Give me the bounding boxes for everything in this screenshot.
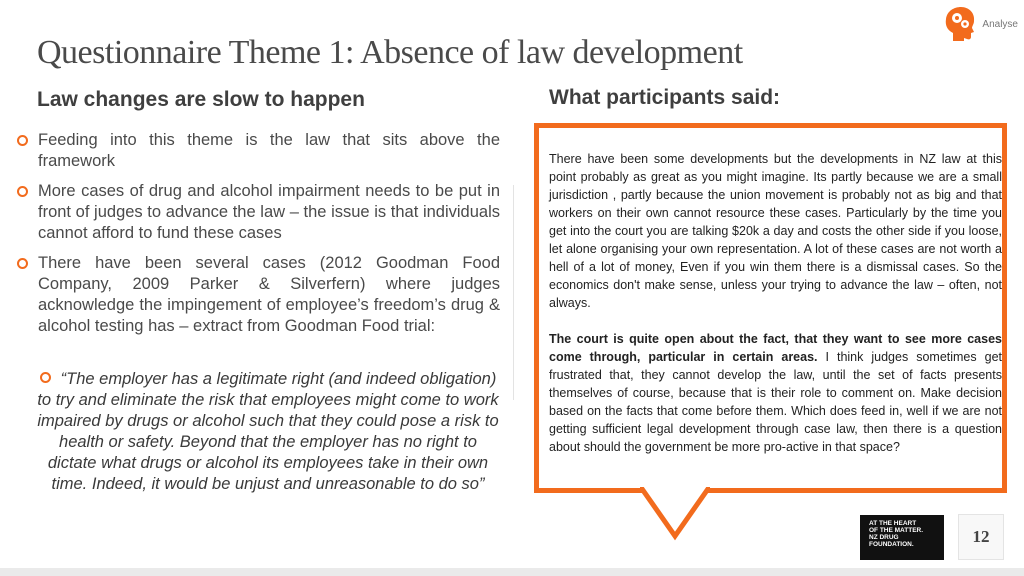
footer-bar xyxy=(0,568,1024,576)
bullet-item xyxy=(14,253,500,337)
column-divider xyxy=(513,185,514,400)
court-quote xyxy=(33,369,503,495)
logo-line: FOUNDATION. xyxy=(869,541,914,548)
nz-drug-foundation-logo xyxy=(860,515,944,560)
right-heading: What participants said: xyxy=(549,86,781,109)
participant-paragraph-1: There have been some developments but the developments in NZ law at this point probably as great as you might imagine. Its partly because we are a small jurisdiction , partly because the union movement is probably not as big and that workers on their own cannot resource these cases. Particularly by the time you get into the court you are talking $20k a day and costs the other side if you loose, let alone organising your own representation. A lot of these cases are not worth a hell of a lot of money, Even if you win them there is a dismissal cases. So the economics don't make sense, unless your trying to advance the law – often, not always. xyxy=(549,152,1002,310)
bullet-text: There have been several cases (2012 Goodman Food Company, 2009 Parker & Silverfern) where judges acknowledge the impingement of employee’s freedom’s drug & alcohol testing has – extract from Goodman Food trial: xyxy=(38,254,500,335)
logo-line: NZ DRUG xyxy=(869,534,899,541)
circle-bullet-icon xyxy=(17,186,28,197)
theme-bullet-list xyxy=(14,130,500,346)
bullet-text: Feeding into this theme is the law that sits above the framework xyxy=(38,131,500,170)
participant-paragraph-2 xyxy=(549,330,1002,456)
bullet-text: More cases of drug and alcohol impairment needs to be put in front of judges to advance the law – the issue is that individuals cannot afford to fund these cases xyxy=(38,182,500,242)
analyse-badge xyxy=(944,6,1018,42)
circle-bullet-icon xyxy=(17,258,28,269)
speech-callout xyxy=(534,123,1007,493)
logo-line: OF THE MATTER. xyxy=(869,527,924,534)
bullet-item xyxy=(14,181,500,244)
participant-paragraph-2-bold: The court is quite open about the fact, that they want to see more cases come through, particular in certain areas. xyxy=(549,332,1002,364)
court-quote-text: “The employer has a legitimate right (and indeed obligation) to try and eliminate the risk that employees might come to work impaired by drugs or alcohol such that they could pose a risk to health or safety. Beyond that the employer has no right to dictate what drugs or alcohol its employees take in their own time. Indeed, it would be unjust and unreasonable to do so” xyxy=(37,370,499,493)
page-number: 12 xyxy=(958,514,1004,560)
bullet-item xyxy=(14,130,500,172)
analyse-label: Analyse xyxy=(982,18,1018,30)
left-heading: Law changes are slow to happen xyxy=(37,88,365,111)
speech-callout-pointer xyxy=(640,487,710,541)
participant-quote xyxy=(549,150,1002,474)
page-title: Questionnaire Theme 1: Absence of law development xyxy=(37,34,743,71)
circle-bullet-icon xyxy=(40,372,51,383)
logo-line: AT THE HEART xyxy=(869,520,917,527)
participant-paragraph-2-rest: I think judges sometimes get frustrated that, they cannot develop the law, until the set of facts presents themselves of course, because that is their role to comment on. Make decision based on the facts that come before them. Which does feed in, well if we are not getting sufficient legal development through case law, then there is a question about should the government be more pro-active in that space? xyxy=(549,350,1003,454)
circle-bullet-icon xyxy=(17,135,28,146)
head-gears-icon xyxy=(944,6,976,42)
